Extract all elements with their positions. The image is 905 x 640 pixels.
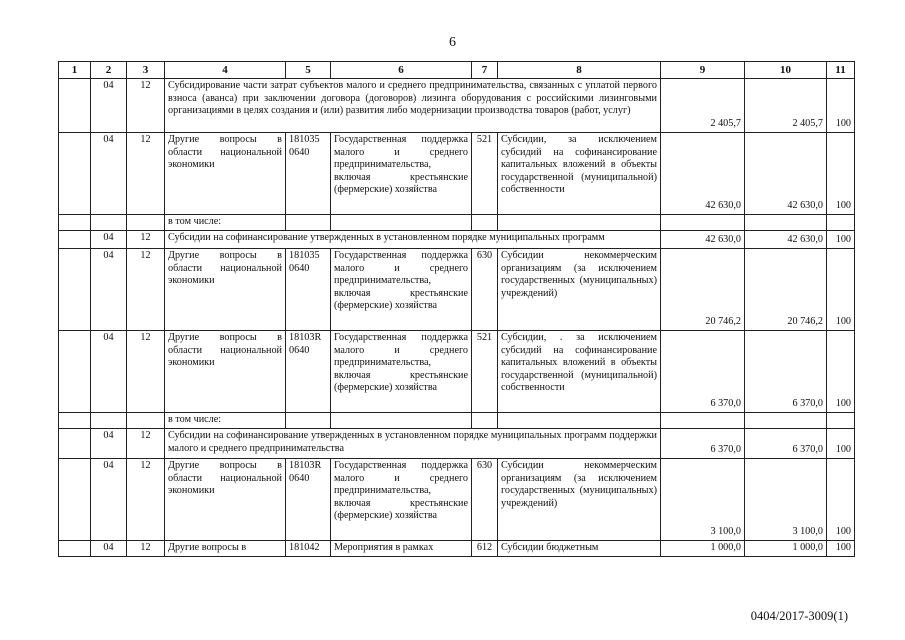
percent-value: 100: [827, 459, 855, 541]
subsection-code: 12: [127, 331, 165, 413]
expense-type-name: Субсидии некоммерческим организациям (за исключением государственных (муниципальных) учреждений): [498, 249, 661, 331]
section-code: 04: [91, 249, 127, 331]
target-article-name: Государственная поддержка малого и среднего предпринимательства, включая крестьянские (фермерские) хозяйства: [331, 331, 472, 413]
cell: [91, 215, 127, 231]
section-code: 04: [91, 429, 127, 459]
percent-value: 100: [827, 429, 855, 459]
expense-type-name: Субсидии, . за исключением субсидий на софинансирование капитальных вложений в объекты государственной (муниципальной) собственности: [498, 331, 661, 413]
table-row: [59, 249, 855, 331]
cell: [827, 413, 855, 429]
section-code: 04: [91, 459, 127, 541]
cell: [59, 133, 91, 215]
amount-plan: 2 405,7: [661, 79, 745, 133]
target-article-name: Мероприятия в рамках: [331, 541, 472, 557]
expense-type-name: Субсидии, за исключением субсидий на софинансирование капитальных вложений в объекты государственной (муниципальной) собственности: [498, 133, 661, 215]
target-article-code: 18103R 0640: [286, 459, 331, 541]
expense-type-name: Субсидии некоммерческим организациям (за исключением государственных (муниципальных) учреждений): [498, 459, 661, 541]
cell: [472, 215, 498, 231]
percent-value: 100: [827, 231, 855, 249]
subsection-code: 12: [127, 231, 165, 249]
amount-plan: 6 370,0: [661, 429, 745, 459]
percent-value: 100: [827, 331, 855, 413]
table-row: [59, 133, 855, 215]
cell: [59, 541, 91, 557]
row-description: Субсидирование части затрат субъектов малого и среднего предпринимательства, связанных с уплатой первого взноса (аванса) при заключении договора (договоров) лизинга оборудования с российскими лизинговыми организациями в целях создания и (или) развития либо модернизации производства товаров (работ, услуг): [165, 79, 661, 133]
subsection-code: 12: [127, 249, 165, 331]
table-row: [59, 413, 855, 429]
header-cell: 3: [127, 62, 165, 79]
including-label: в том числе:: [165, 215, 286, 231]
amount-actual: 42 630,0: [745, 231, 827, 249]
cell: [286, 413, 331, 429]
cell: [127, 215, 165, 231]
table-row: [59, 79, 855, 133]
subsection-code: 12: [127, 79, 165, 133]
expense-type-code: 612: [472, 541, 498, 557]
cell: [827, 215, 855, 231]
target-article-code: 181042: [286, 541, 331, 557]
cell: [331, 215, 472, 231]
document-code: 0404/2017-3009(1): [750, 609, 848, 623]
target-article-code: 18103R 0640: [286, 331, 331, 413]
cell: [661, 215, 745, 231]
including-label: в том числе:: [165, 413, 286, 429]
target-article-name: Государственная поддержка малого и среднего предпринимательства, включая крестьянские (фермерские) хозяйства: [331, 133, 472, 215]
cell: [59, 215, 91, 231]
section-code: 04: [91, 541, 127, 557]
header-cell: 8: [498, 62, 661, 79]
percent-value: 100: [827, 133, 855, 215]
header-cell: 10: [745, 62, 827, 79]
cell: [745, 215, 827, 231]
section-code: 04: [91, 133, 127, 215]
cell: [286, 215, 331, 231]
amount-actual: 6 370,0: [745, 331, 827, 413]
amount-actual: 42 630,0: [745, 133, 827, 215]
cell: [59, 79, 91, 133]
subsection-code: 12: [127, 459, 165, 541]
subsection-code: 12: [127, 133, 165, 215]
header-cell: 7: [472, 62, 498, 79]
section-code: 04: [91, 331, 127, 413]
table-row: [59, 215, 855, 231]
cell: [59, 413, 91, 429]
section-code: 04: [91, 79, 127, 133]
percent-value: 100: [827, 249, 855, 331]
row-description: Субсидии на софинансирование утвержденных в установленном порядке муниципальных программ: [165, 231, 661, 249]
table-row: [59, 331, 855, 413]
amount-actual: 20 746,2: [745, 249, 827, 331]
section-name: Другие вопросы в области национальной экономики: [165, 133, 286, 215]
amount-actual: 6 370,0: [745, 429, 827, 459]
table-row: [59, 429, 855, 459]
percent-value: 100: [827, 541, 855, 557]
table-row: [59, 541, 855, 557]
target-article-code: 181035 0640: [286, 249, 331, 331]
cell: [59, 429, 91, 459]
amount-plan: 42 630,0: [661, 133, 745, 215]
header-cell: 1: [59, 62, 91, 79]
section-name: Другие вопросы в области национальной экономики: [165, 331, 286, 413]
expense-type-code: 630: [472, 459, 498, 541]
amount-actual: 1 000,0: [745, 541, 827, 557]
cell: [59, 249, 91, 331]
target-article-code: 181035 0640: [286, 133, 331, 215]
percent-value: 100: [827, 79, 855, 133]
table-row: [59, 459, 855, 541]
target-article-name: Государственная поддержка малого и среднего предпринимательства, включая крестьянские (фермерские) хозяйства: [331, 249, 472, 331]
cell: [331, 413, 472, 429]
expense-type-code: 521: [472, 331, 498, 413]
amount-plan: 1 000,0: [661, 541, 745, 557]
header-cell: 4: [165, 62, 286, 79]
cell: [127, 413, 165, 429]
row-description: Субсидии на софинансирование утвержденных в установленном порядке муниципальных программ поддержки малого и среднего предпринимательства: [165, 429, 661, 459]
table-row: [59, 231, 855, 249]
header-cell: 11: [827, 62, 855, 79]
cell: [745, 413, 827, 429]
amount-plan: 20 746,2: [661, 249, 745, 331]
section-name: Другие вопросы в области национальной экономики: [165, 249, 286, 331]
amount-plan: 6 370,0: [661, 331, 745, 413]
budget-table: [58, 61, 855, 557]
amount-plan: 3 100,0: [661, 459, 745, 541]
cell: [498, 215, 661, 231]
cell: [498, 413, 661, 429]
cell: [59, 459, 91, 541]
header-cell: 9: [661, 62, 745, 79]
section-name: Другие вопросы в области национальной экономики: [165, 459, 286, 541]
amount-actual: 2 405,7: [745, 79, 827, 133]
header-cell: 2: [91, 62, 127, 79]
cell: [472, 413, 498, 429]
amount-plan: 42 630,0: [661, 231, 745, 249]
section-code: 04: [91, 231, 127, 249]
subsection-code: 12: [127, 429, 165, 459]
subsection-code: 12: [127, 541, 165, 557]
target-article-name: Государственная поддержка малого и среднего предпринимательства, включая крестьянские (фермерские) хозяйства: [331, 459, 472, 541]
expense-type-code: 521: [472, 133, 498, 215]
expense-type-name: Субсидии бюджетным: [498, 541, 661, 557]
cell: [59, 331, 91, 413]
cell: [661, 413, 745, 429]
header-cell: 6: [331, 62, 472, 79]
table-header-row: [59, 62, 855, 79]
page-number: 6: [449, 35, 456, 50]
expense-type-code: 630: [472, 249, 498, 331]
amount-actual: 3 100,0: [745, 459, 827, 541]
header-cell: 5: [286, 62, 331, 79]
section-name: Другие вопросы в: [165, 541, 286, 557]
cell: [91, 413, 127, 429]
cell: [59, 231, 91, 249]
